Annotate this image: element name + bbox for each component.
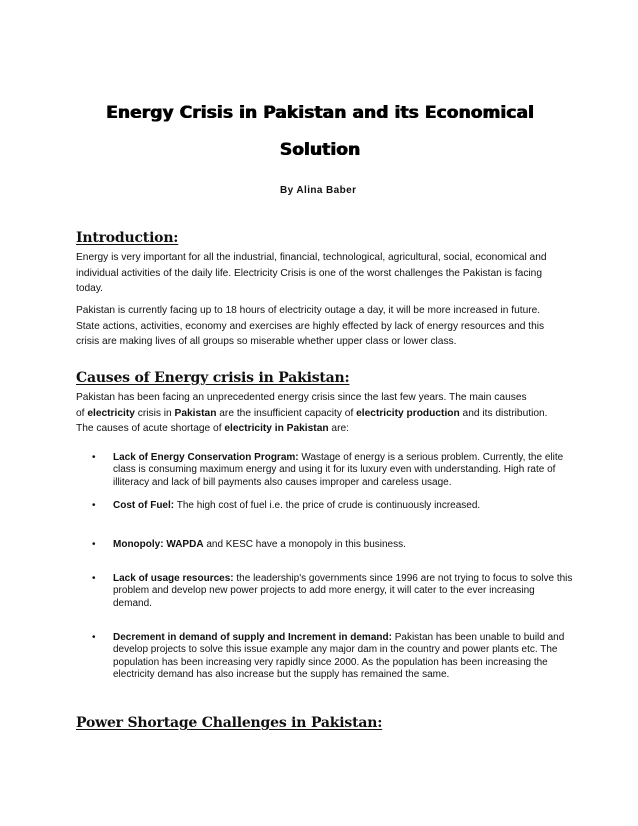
text-run: are the insufficient capacity of [216,407,357,419]
list-item [76,452,576,489]
list-item-body: The high cost of fuel i.e. the price of crude is continuously increased. [174,500,481,511]
list-item-body: and KESC have a monopoly in this business. [203,539,406,550]
document-title [60,95,580,169]
causes-intro-paragraph [76,390,576,437]
text-line: today. [76,283,103,294]
text-line: Pakistan has been facing an unprecedented energy crisis since the last few years. The main causes [76,392,527,403]
text-run: and its distribution. [459,407,548,419]
list-item-text [113,573,576,610]
list-item-text [113,452,576,489]
list-item-body: Pakistan has been unable to build and develop projects to solve this issue example any major dam in the country and power plants etc. The population has been increasing very rapidly since 2000. As the population has been increasing the electricity demand has also increase but the supply has remained the same. [113,632,565,681]
title-line-1: Energy Crisis in Pakistan and its Economical [106,103,534,123]
power-shortage-heading: Power Shortage Challenges in Pakistan: [76,715,383,731]
title-line-2: Solution [279,140,361,160]
bullet-icon: • [92,573,96,584]
list-item-body: Wastage of energy is a serious problem. Currently, the elite class is consuming maximum energy and using it for its luxury even with understanding. High rate of illiteracy and lack of bill payments also causes improper and careless usage. [113,452,564,488]
list-item-label: Lack of usage resources: [113,573,234,584]
bullet-icon: • [92,632,96,643]
bold-run: electricity in Pakistan [224,423,329,434]
text-line: Energy is very important for all the industrial, financial, technological, agricultural, social, economical and [76,252,547,263]
bullet-icon: • [92,452,96,463]
introduction-heading: Introduction: [76,230,179,246]
list-item-label: Monopoly: WAPDA [113,539,204,550]
text-run: The causes of acute shortage of [76,423,225,434]
causes-heading: Causes of Energy crisis in Pakistan: [76,370,350,386]
author-byline: By Alina Baber [280,185,357,196]
text-line: State actions, activities, economy and exercises are highly effected by lack of energy resources and this [76,320,545,332]
bullet-icon: • [92,539,96,550]
bold-run: electricity production [356,407,460,419]
introduction-paragraph-1 [76,250,576,297]
text-run: are: [328,423,349,434]
text-run: crisis in [134,407,175,419]
bold-run: Pakistan [174,407,217,419]
text-line: crisis are making lives of all groups so miserable whether upper class or lower class. [76,336,457,347]
text-run: of [76,407,88,419]
list-item [76,539,576,551]
bold-run: electricity [87,407,135,419]
list-item-text [113,539,576,551]
list-item-text [113,500,576,512]
list-item-text [113,632,576,682]
text-line: individual activities of the daily life. Electricity Crisis is one of the worst challenges the Pakistan is facing [76,267,543,279]
list-item [76,500,576,512]
text-line: Pakistan is currently facing up to 18 hours of electricity outage a day, it will be more increased in future. [76,305,541,316]
list-item-label: Decrement in demand of supply and Increment in demand: [113,632,392,643]
list-item-body: the leadership's governments since 1996 are not trying to focus to solve this problem and develop new power projects to add more energy, it will cater to the ever increasing demand. [113,573,573,609]
list-item [76,573,576,610]
introduction-paragraph-2 [76,303,576,350]
list-item-label: Cost of Fuel: [113,500,175,511]
list-item-label: Lack of Energy Conservation Program: [113,452,299,463]
bullet-icon: • [92,500,96,511]
list-item [76,632,576,682]
